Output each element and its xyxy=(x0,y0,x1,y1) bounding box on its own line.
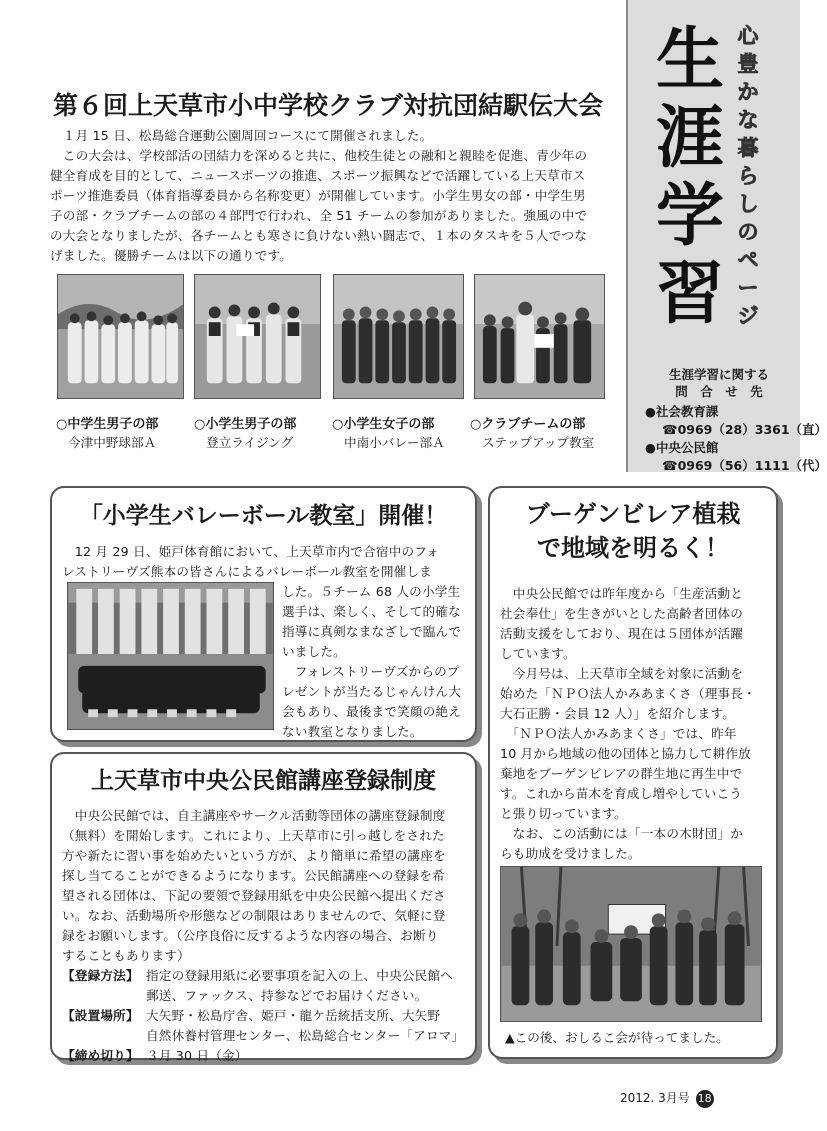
registration-place-value xyxy=(146,1006,464,1046)
team-photo xyxy=(474,274,605,399)
text-line: 選手は、楽しく、そして的確な xyxy=(282,604,461,619)
text-line: らも助成を受けました。 xyxy=(500,846,641,861)
text-line: １月 15 日、松島総合運動公園周回コースにて開催されました。 xyxy=(50,128,433,143)
team-photo xyxy=(194,274,321,399)
winner-team: 登立ライジング xyxy=(206,435,294,450)
text-line: 中央公民館では、自主講座やサークル活動等団体の講座登録制度 xyxy=(62,808,446,823)
winner-team: 今津中野球部Ａ xyxy=(68,435,157,450)
text-line: した。５チーム 68 人の小学生 xyxy=(282,584,461,599)
text-line: 健全育成を目的として、ニュースポーツの推進、スポーツ振興などで活躍している上天草市ス xyxy=(50,168,586,183)
registration-place xyxy=(62,1006,472,1046)
text-line: い。なお、活動場所や形態などの制限はありませんので、気軽に登 xyxy=(62,908,446,923)
section-title xyxy=(650,22,730,334)
text-line: 10 月から地域の他の団体と協力して耕作放 xyxy=(500,746,751,761)
team-photo-graphic xyxy=(58,275,183,398)
subtitle-char: ペ xyxy=(737,248,759,272)
winner-category: ○クラブチームの部 xyxy=(470,417,586,432)
text-line: の大会となりましたが、各チームとも寒さに負けない熱い闘志で、１本のタスキを５人でつな xyxy=(50,228,588,243)
title-char: 学 xyxy=(655,177,724,256)
subtitle-char: ら xyxy=(737,164,759,188)
team-photo-graphic xyxy=(475,275,604,398)
text-line: レゼントが当たるじゃんけん大 xyxy=(282,684,462,699)
text-line: フォレストリーヴズからのプ xyxy=(282,664,460,679)
subtitle-char: の xyxy=(737,220,759,244)
text-line: す。これから苗木を育成し増やしていこう xyxy=(500,786,743,801)
text-line: 指定の登録用紙に必要事項を記入の上、中央公民館へ xyxy=(146,968,454,983)
text-line: ポーツ推進委員（体育指導委員から名称変更）が開催しています。小学生男女の部・中学生男 xyxy=(50,188,586,203)
contact-heading-line: 生涯学習に関する xyxy=(668,367,769,382)
contact-name: ●中央公民館 xyxy=(645,440,719,455)
page-number: 18 xyxy=(696,1090,714,1108)
registration-method-label: 【登録方法】 xyxy=(62,968,139,983)
subtitle-char: か xyxy=(737,80,759,104)
volleyball-photo-graphic xyxy=(68,583,273,729)
text-line: 探し当てることができるようになります。公民館講座への登録を希 xyxy=(62,868,445,883)
subtitle-char: 心 xyxy=(737,24,759,48)
title-char: 生 xyxy=(655,21,724,100)
contact-heading xyxy=(644,366,794,400)
volleyball-body-side xyxy=(282,582,472,742)
winner-team: 中南小バレー部Ａ xyxy=(344,435,445,450)
registration-method xyxy=(62,966,472,1006)
contact-name: ●社会教育課 xyxy=(645,404,719,419)
title-line: で地域を明るく！ xyxy=(537,534,729,562)
text-line: 始めた「ＮＰＯ法人かみあまくさ（理事長・ xyxy=(500,686,756,701)
title-line: ブーゲンビレア植栽 xyxy=(525,500,741,528)
volleyball-body xyxy=(62,542,472,582)
text-line: なお、この活動には「一本の木財団」か xyxy=(500,826,744,841)
registration-place-label: 【設置場所】 xyxy=(62,1008,139,1023)
subtitle-char: な xyxy=(737,108,759,132)
contact-phone: ☎0969（28）3361（直） xyxy=(662,422,827,437)
text-line: 「ＮＰＯ法人かみあまくさ」では、昨年 xyxy=(500,726,737,741)
page-footer xyxy=(620,1089,714,1108)
text-line: げました。優勝チームは以下の通りです。 xyxy=(50,248,293,263)
registration-deadline xyxy=(62,1046,472,1066)
issue-label: 2012. 3月号 xyxy=(620,1091,690,1105)
registration-deadline-value: ３月 30 日（金） xyxy=(146,1048,248,1063)
text-line: この大会は、学校部活の団結力を深めると共に、他校生徒との融和と親睦を促進、青少年の xyxy=(50,148,588,163)
text-line: 自然休養村管理センター、松島総合センター「アロマ」 xyxy=(146,1028,465,1043)
team-photo-graphic xyxy=(334,275,463,398)
registration-deadline-label: 【締め切り】 xyxy=(62,1048,139,1063)
article-title: 第６回上天草市小中学校クラブ対抗団結駅伝大会 xyxy=(52,91,603,120)
text-line: 望される団体は、下記の要領で登録用紙を中央公民館へ提出くださ xyxy=(62,888,446,903)
text-line: 12 月 29 日、姫戸体育館において、上天草市内で合宿中のフォ xyxy=(62,544,440,559)
text-line: ない教室となりました。 xyxy=(282,724,423,739)
team-photo-graphic xyxy=(195,275,320,398)
text-line: 大石正勝・会員 12 人）」を紹介します。 xyxy=(500,706,736,721)
registration-method-value xyxy=(146,966,453,1006)
subtitle-char: ジ xyxy=(737,304,759,328)
section-subtitle xyxy=(734,22,762,330)
text-line: 今月号は、上天草市全域を対象に活動を xyxy=(500,666,744,681)
subtitle-char: ー xyxy=(737,276,759,300)
text-line: 方や新たに習い事を始めたいという方が、より簡単に希望の講座を xyxy=(62,848,446,863)
title-char: 涯 xyxy=(655,99,724,178)
registration-info xyxy=(62,966,472,1066)
title-char: 習 xyxy=(655,255,724,334)
volleyball-photo xyxy=(67,582,274,730)
bougainvillea-photo-graphic xyxy=(501,867,761,1021)
subtitle-char: 豊 xyxy=(737,52,759,76)
contact-heading-line: 問 合 せ 先 xyxy=(675,384,763,399)
winner-team: ステップアップ教室 xyxy=(482,435,595,450)
text-line: することもあります） xyxy=(62,948,190,963)
text-line: 会もあり、最後まで笑顔の絶え xyxy=(282,704,462,719)
text-line: （無料）を開始します。これにより、上天草市に引っ越しをされた xyxy=(62,828,445,843)
text-line: 中央公民館では昨年度から「生産活動と xyxy=(500,586,744,601)
winner-category: ○小学生女子の部 xyxy=(332,417,435,432)
subtitle-char: し xyxy=(737,192,759,216)
winner-category: ○中学生男子の部 xyxy=(56,417,159,432)
text-line: いました。 xyxy=(282,644,346,659)
team-photo xyxy=(333,274,464,399)
text-line: 社会奉仕」を生きがいとした高齢者団体の xyxy=(500,606,744,621)
photo-caption: ▲この後、おしるこ会が待ってました。 xyxy=(505,1030,729,1045)
text-line: レストリーヴズ熊本の皆さんによるバレーボール教室を開催しま xyxy=(62,564,433,579)
kominkan-title: 上天草市中央公民館講座登録制度 xyxy=(91,768,436,794)
bougainvillea-body xyxy=(500,584,772,864)
team-photo xyxy=(57,274,184,399)
text-line: 録をお願いします。（公序良俗に反するような内容の場合、お断り xyxy=(62,928,439,943)
bougainvillea-photo xyxy=(500,866,762,1022)
text-line: 大矢野・松島庁舎、姫戸・龍ケ岳統括支所、大矢野 xyxy=(146,1008,441,1023)
text-line: 郵送、ファックス、持参などでお届けください。 xyxy=(146,988,428,1003)
text-line: しています。 xyxy=(500,646,576,661)
text-line: 棄地をブーゲンビレアの群生地に再生中で xyxy=(500,766,743,781)
kominkan-body xyxy=(62,806,472,966)
text-line: 指導に真剣なまなざしで臨んで xyxy=(282,624,462,639)
volleyball-title: 「小学生バレーボール教室」開催！ xyxy=(79,503,448,529)
contact-phone: ☎0969（56）1111（代） xyxy=(662,458,827,473)
bougainvillea-title xyxy=(488,497,778,565)
text-line: 子の部・クラブチームの部の４部門で行われ、全 51 チームの参加がありました。強風の中で xyxy=(50,208,588,223)
text-line: と張り切っています。 xyxy=(500,806,627,821)
subtitle-char: 暮 xyxy=(737,136,759,160)
text-line: 活動支援をしており、現在は５団体が活躍 xyxy=(500,626,744,641)
article-body xyxy=(50,126,620,266)
winner-category: ○小学生男子の部 xyxy=(194,417,297,432)
